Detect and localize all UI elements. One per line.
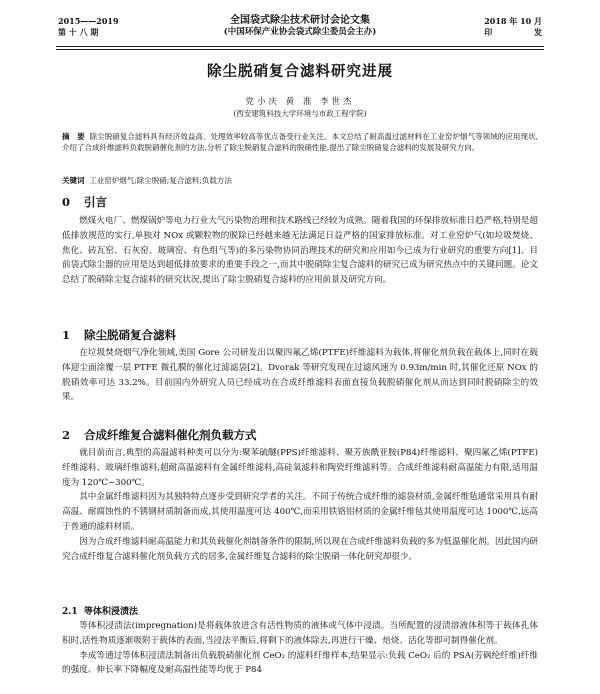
section-number: 0 [62, 195, 71, 209]
section-body-0 [62, 214, 538, 288]
section-heading-2 [62, 427, 257, 443]
header-rule-thin [56, 49, 544, 50]
proceedings-organizer: (中国环保产业协会袋式除尘委员会主办) [223, 27, 377, 37]
paragraph: 其中金属纤维滤料因为其独特特点逐步受到研究学者的关注。不同于传统合成纤维的滤袋材质,金属纤维毡通常采用具有耐高温、耐腐蚀性的不锈钢材质制备而成,其使用温度可达 400℃,而采用铁铬铝材质的金属纤维毡其使用温度可达 1000℃,远高于普通的滤料材质。 [62, 492, 538, 532]
paragraph: 因为合成纤维滤料耐高温能力和其负载催化剂制备条件的限制,所以现在合成纤维滤料负载的多为低温催化剂。因此国内研究合成纤维复合滤料催化剂负载方式的居多,金属纤维复合滤料的除尘脱硝一体化研究却很少。 [62, 536, 538, 562]
abstract-text: 除尘脱硝复合滤料具有经济效益高、处理效率较高等优点备受行业关注。本文总结了耐高温过滤材料在工业窑炉烟气等领域的应用现状,介绍了合成纤维滤料负载脱硝催化剂的方法,分析了除尘脱硝复合滤料的脱硝性能,提出了除尘脱硝复合滤料的发展及研究方向。 [62, 132, 538, 152]
abstract [62, 131, 538, 153]
header-right [484, 16, 542, 38]
keywords-label: 关键词 [62, 176, 85, 185]
section-title: 合成纤维复合滤料催化剂负载方式 [84, 428, 257, 442]
paragraph: 等体积浸渍法(impregnation)是将载体放进含有活性物质的液体或气体中浸渍。当所配置的浸渍溶液体积等于载体孔体积时,活性物质逐渐吸附于载体的表面,当浸法平衡后,将剩下的液体除去,再进行干燥、焙烧、活化等即可制得催化剂。 [62, 621, 538, 646]
header-print-2: 发 [534, 27, 542, 37]
paper-title: 除尘脱硝复合滤料研究进展 [207, 63, 393, 80]
section-title: 引言 [84, 195, 107, 209]
header-years: 2015——2019 [58, 16, 119, 26]
subsection-body-2-1 [62, 619, 538, 678]
running-header [0, 0, 600, 56]
abstract-label: 摘 要 [62, 132, 85, 141]
section-title: 除尘脱硝复合滤料 [84, 328, 176, 342]
section-number: 1 [62, 328, 71, 342]
header-date: 2018 年 10 月 [484, 16, 542, 26]
section-heading-1 [62, 327, 176, 343]
header-print-1: 印 [484, 27, 493, 37]
subsection-heading-2-1 [62, 604, 138, 617]
authors: 党小庆 黄 准 李世杰 [245, 97, 355, 107]
header-left [58, 16, 119, 38]
subsection-title: 等体积浸渍法 [83, 607, 138, 617]
paragraph: 燃煤火电厂、燃煤锅炉等电力行业大气污染物治理和技术路线已经较为成熟。随着我国的环保排放标准日趋严格,特别是超低排放规范的实行,单独对 NOx 或颗粒物的脱除已经越来越无法满足日益严格的国家排放标准。对工业窑炉气(如垃圾焚烧、焦化、砖瓦窑、石灰窑、玻璃窑、有色组气等)的多污染物协同治理技术的研究和应用如今已成为行业研究的重要方向[1]。目前袋式除尘器的应用是达到超低排放要求的重要手段之一,而其中脱硝除尘复合滤料的研究已成为研究热点中的关键问题。论文总结了脱硝除尘复合滤料的研究状况,提出了除尘脱硝复合滤料的应用前景及研究方向。 [62, 216, 538, 286]
section-heading-0 [62, 194, 107, 210]
keywords [62, 175, 538, 186]
paragraph: 在垃圾焚烧烟气净化领域,美国 Gore 公司研发出以聚四氟乙烯(PTFE)纤维滤料为载体,将催化剂负载在载体上,同时在载体迎尘面涂覆一层 PTFE 微孔膜的催化过滤滤袋[2]。Dvorak 等研究发现在过滤风速为 0.93m/min 时,其催化还原 NOx 的脱硝效率可达 33.2%。目前国内外研究人员已经成功在合成纤维滤料表面直接负载脱硝催化剂从而达到同时脱硝除尘的效果。 [62, 348, 538, 403]
header-issue: 第 十 八 期 [58, 27, 99, 37]
paragraph: 就目前而言,典型的高温滤料种类可以分为:聚苯硫醚(PPS)纤维滤料、聚芳族酰亚胺(P84)纤维滤料、聚四氟乙烯(PTFE)纤维滤料、玻璃纤维滤料,超耐高温滤料有金属纤维滤料,高硅氧滤料和陶瓷纤维滤料等。合成纤维滤料耐高温能力有限,适用温度为 120℃~300℃。 [62, 448, 538, 488]
header-rule-thick [56, 46, 544, 47]
section-body-1 [62, 346, 538, 405]
paragraph: 李成等通过等体积浸渍法制备出负载脱硝催化剂 CeO₂ 的滤料纤维样本,结果显示:负载 CeO₂ 后的 PSA(芳砜纶纤维)纤维的强度、伸长率下降幅度及耐高温性能等均优于 P84 [62, 650, 538, 676]
section-number: 2 [62, 428, 71, 442]
subsection-number: 2.1 [62, 607, 78, 617]
keywords-text: 工业窑炉烟气;除尘脱硝;复合滤料;负载方法 [89, 176, 232, 185]
header-center [150, 15, 450, 38]
section-body-2 [62, 446, 538, 564]
affiliation: (西安建筑科技大学环境与市政工程学院) [233, 109, 367, 118]
proceedings-title: 全国袋式除尘技术研讨会论文集 [230, 15, 370, 26]
